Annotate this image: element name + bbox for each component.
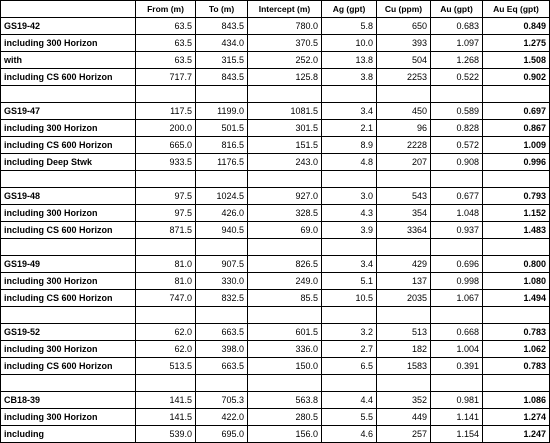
- column-header: Au Eq (gpt): [483, 1, 550, 18]
- spacer-row: [1, 307, 550, 324]
- au-eq-cell: 0.867: [483, 120, 550, 137]
- value-cell: 4.8: [322, 154, 377, 171]
- value-cell: 85.5: [248, 290, 322, 307]
- column-header: Cu (ppm): [377, 1, 431, 18]
- spacer-row: [1, 375, 550, 392]
- value-cell: 3.0: [322, 188, 377, 205]
- value-cell: 96: [377, 120, 431, 137]
- hole-label-cell: including: [1, 426, 136, 443]
- value-cell: 63.5: [136, 18, 196, 35]
- table-row: [1, 120, 550, 137]
- value-cell: 1199.0: [196, 103, 248, 120]
- value-cell: 0.572: [431, 137, 483, 154]
- value-cell: 4.3: [322, 205, 377, 222]
- empty-cell: [483, 86, 550, 103]
- value-cell: 137: [377, 273, 431, 290]
- value-cell: 3.2: [322, 324, 377, 341]
- value-cell: 141.5: [136, 392, 196, 409]
- value-cell: 5.5: [322, 409, 377, 426]
- value-cell: 2253: [377, 69, 431, 86]
- value-cell: 117.5: [136, 103, 196, 120]
- value-cell: 5.8: [322, 18, 377, 35]
- value-cell: 97.5: [136, 205, 196, 222]
- value-cell: 2.7: [322, 341, 377, 358]
- value-cell: 0.683: [431, 18, 483, 35]
- value-cell: 6.5: [322, 358, 377, 375]
- value-cell: 352: [377, 392, 431, 409]
- empty-cell: [322, 375, 377, 392]
- empty-cell: [136, 239, 196, 256]
- au-eq-cell: 1.494: [483, 290, 550, 307]
- value-cell: 4.4: [322, 392, 377, 409]
- value-cell: 601.5: [248, 324, 322, 341]
- value-cell: 705.3: [196, 392, 248, 409]
- value-cell: 0.937: [431, 222, 483, 239]
- hole-label-cell: including CS 600 Horizon: [1, 222, 136, 239]
- empty-cell: [431, 307, 483, 324]
- value-cell: 328.5: [248, 205, 322, 222]
- value-cell: 563.8: [248, 392, 322, 409]
- value-cell: 10.5: [322, 290, 377, 307]
- empty-cell: [322, 307, 377, 324]
- empty-cell: [377, 375, 431, 392]
- au-eq-cell: 1.080: [483, 273, 550, 290]
- value-cell: 252.0: [248, 52, 322, 69]
- hole-label-cell: including CS 600 Horizon: [1, 137, 136, 154]
- value-cell: 543: [377, 188, 431, 205]
- value-cell: 97.5: [136, 188, 196, 205]
- hole-label-cell: GS19-42: [1, 18, 136, 35]
- empty-cell: [431, 86, 483, 103]
- table-row: [1, 341, 550, 358]
- value-cell: 0.908: [431, 154, 483, 171]
- value-cell: 0.589: [431, 103, 483, 120]
- hole-label-cell: including 300 Horizon: [1, 120, 136, 137]
- hole-label-cell: including 300 Horizon: [1, 273, 136, 290]
- au-eq-cell: 1.152: [483, 205, 550, 222]
- au-eq-cell: 0.849: [483, 18, 550, 35]
- value-cell: 4.6: [322, 426, 377, 443]
- au-eq-cell: 1.009: [483, 137, 550, 154]
- au-eq-cell: 1.086: [483, 392, 550, 409]
- value-cell: 0.828: [431, 120, 483, 137]
- hole-label-cell: including 300 Horizon: [1, 35, 136, 52]
- header-row: [1, 1, 550, 18]
- empty-cell: [483, 375, 550, 392]
- value-cell: 393: [377, 35, 431, 52]
- value-cell: 315.5: [196, 52, 248, 69]
- value-cell: 330.0: [196, 273, 248, 290]
- value-cell: 249.0: [248, 273, 322, 290]
- value-cell: 933.5: [136, 154, 196, 171]
- au-eq-cell: 1.508: [483, 52, 550, 69]
- value-cell: 0.696: [431, 256, 483, 273]
- value-cell: 663.5: [196, 324, 248, 341]
- value-cell: 927.0: [248, 188, 322, 205]
- value-cell: 69.0: [248, 222, 322, 239]
- value-cell: 1.048: [431, 205, 483, 222]
- empty-cell: [483, 171, 550, 188]
- table-row: [1, 256, 550, 273]
- value-cell: 3.4: [322, 103, 377, 120]
- empty-cell: [431, 171, 483, 188]
- value-cell: 1.097: [431, 35, 483, 52]
- hole-label-cell: including CS 600 Horizon: [1, 358, 136, 375]
- empty-cell: [136, 171, 196, 188]
- value-cell: 843.5: [196, 69, 248, 86]
- column-header: From (m): [136, 1, 196, 18]
- table-row: [1, 154, 550, 171]
- table-row: [1, 392, 550, 409]
- value-cell: 301.5: [248, 120, 322, 137]
- hole-label-cell: GS19-49: [1, 256, 136, 273]
- value-cell: 501.5: [196, 120, 248, 137]
- empty-cell: [1, 375, 136, 392]
- empty-cell: [431, 239, 483, 256]
- au-eq-cell: 0.800: [483, 256, 550, 273]
- value-cell: 1024.5: [196, 188, 248, 205]
- value-cell: 3364: [377, 222, 431, 239]
- table-row: [1, 18, 550, 35]
- empty-cell: [248, 239, 322, 256]
- value-cell: 0.677: [431, 188, 483, 205]
- value-cell: 843.5: [196, 18, 248, 35]
- empty-cell: [1, 307, 136, 324]
- value-cell: 257: [377, 426, 431, 443]
- empty-cell: [431, 375, 483, 392]
- table-row: [1, 409, 550, 426]
- value-cell: 2228: [377, 137, 431, 154]
- table-body: [1, 18, 550, 443]
- value-cell: 513.5: [136, 358, 196, 375]
- value-cell: 0.391: [431, 358, 483, 375]
- table-row: [1, 324, 550, 341]
- table-row: [1, 222, 550, 239]
- value-cell: 747.0: [136, 290, 196, 307]
- empty-cell: [322, 86, 377, 103]
- au-eq-cell: 1.275: [483, 35, 550, 52]
- empty-cell: [136, 86, 196, 103]
- empty-cell: [377, 86, 431, 103]
- value-cell: 717.7: [136, 69, 196, 86]
- value-cell: 434.0: [196, 35, 248, 52]
- table-row: [1, 35, 550, 52]
- spacer-row: [1, 239, 550, 256]
- hole-label-cell: GS19-52: [1, 324, 136, 341]
- value-cell: 1.141: [431, 409, 483, 426]
- value-cell: 336.0: [248, 341, 322, 358]
- empty-cell: [377, 307, 431, 324]
- empty-cell: [322, 239, 377, 256]
- empty-cell: [248, 171, 322, 188]
- value-cell: 63.5: [136, 35, 196, 52]
- value-cell: 907.5: [196, 256, 248, 273]
- empty-cell: [322, 171, 377, 188]
- empty-cell: [196, 239, 248, 256]
- value-cell: 81.0: [136, 273, 196, 290]
- value-cell: 695.0: [196, 426, 248, 443]
- column-header: Intercept (m): [248, 1, 322, 18]
- value-cell: 81.0: [136, 256, 196, 273]
- empty-cell: [136, 375, 196, 392]
- value-cell: 2.1: [322, 120, 377, 137]
- value-cell: 429: [377, 256, 431, 273]
- table-row: [1, 52, 550, 69]
- value-cell: 5.1: [322, 273, 377, 290]
- hole-label-cell: GS19-47: [1, 103, 136, 120]
- value-cell: 663.5: [196, 358, 248, 375]
- hole-label-cell: including CS 600 Horizon: [1, 69, 136, 86]
- au-eq-cell: 1.483: [483, 222, 550, 239]
- value-cell: 280.5: [248, 409, 322, 426]
- value-cell: 816.5: [196, 137, 248, 154]
- value-cell: 780.0: [248, 18, 322, 35]
- value-cell: 449: [377, 409, 431, 426]
- au-eq-cell: 1.274: [483, 409, 550, 426]
- value-cell: 354: [377, 205, 431, 222]
- value-cell: 3.9: [322, 222, 377, 239]
- value-cell: 665.0: [136, 137, 196, 154]
- empty-cell: [196, 171, 248, 188]
- value-cell: 200.0: [136, 120, 196, 137]
- hole-label-cell: GS19-48: [1, 188, 136, 205]
- value-cell: 150.0: [248, 358, 322, 375]
- column-header: To (m): [196, 1, 248, 18]
- value-cell: 13.8: [322, 52, 377, 69]
- empty-cell: [483, 239, 550, 256]
- au-eq-cell: 0.996: [483, 154, 550, 171]
- value-cell: 1.154: [431, 426, 483, 443]
- value-cell: 3.4: [322, 256, 377, 273]
- table-row: [1, 188, 550, 205]
- spacer-row: [1, 86, 550, 103]
- empty-cell: [1, 239, 136, 256]
- value-cell: 539.0: [136, 426, 196, 443]
- value-cell: 398.0: [196, 341, 248, 358]
- value-cell: 1.268: [431, 52, 483, 69]
- table-row: [1, 69, 550, 86]
- value-cell: 63.5: [136, 52, 196, 69]
- column-header: Au (gpt): [431, 1, 483, 18]
- table-row: [1, 205, 550, 222]
- empty-cell: [248, 375, 322, 392]
- table-row: [1, 358, 550, 375]
- empty-cell: [377, 239, 431, 256]
- value-cell: 207: [377, 154, 431, 171]
- value-cell: 8.9: [322, 137, 377, 154]
- value-cell: 650: [377, 18, 431, 35]
- value-cell: 156.0: [248, 426, 322, 443]
- au-eq-cell: 1.062: [483, 341, 550, 358]
- empty-cell: [1, 171, 136, 188]
- au-eq-cell: 1.247: [483, 426, 550, 443]
- value-cell: 1583: [377, 358, 431, 375]
- empty-cell: [196, 375, 248, 392]
- value-cell: 1.067: [431, 290, 483, 307]
- hole-label-cell: including Deep Stwk: [1, 154, 136, 171]
- empty-cell: [1, 86, 136, 103]
- value-cell: 151.5: [248, 137, 322, 154]
- value-cell: 62.0: [136, 324, 196, 341]
- hole-label-cell: including CS 600 Horizon: [1, 290, 136, 307]
- value-cell: 832.5: [196, 290, 248, 307]
- value-cell: 513: [377, 324, 431, 341]
- empty-cell: [377, 171, 431, 188]
- value-cell: 504: [377, 52, 431, 69]
- hole-label-cell: CB18-39: [1, 392, 136, 409]
- column-header: Ag (gpt): [322, 1, 377, 18]
- value-cell: 0.668: [431, 324, 483, 341]
- empty-cell: [196, 86, 248, 103]
- value-cell: 450: [377, 103, 431, 120]
- au-eq-cell: 0.697: [483, 103, 550, 120]
- value-cell: 243.0: [248, 154, 322, 171]
- value-cell: 62.0: [136, 341, 196, 358]
- hole-label-cell: including 300 Horizon: [1, 409, 136, 426]
- value-cell: 1081.5: [248, 103, 322, 120]
- value-cell: 182: [377, 341, 431, 358]
- empty-cell: [248, 307, 322, 324]
- empty-cell: [248, 86, 322, 103]
- value-cell: 125.8: [248, 69, 322, 86]
- hole-label-cell: including 300 Horizon: [1, 205, 136, 222]
- value-cell: 10.0: [322, 35, 377, 52]
- value-cell: 422.0: [196, 409, 248, 426]
- value-cell: 826.5: [248, 256, 322, 273]
- table-row: [1, 426, 550, 443]
- value-cell: 141.5: [136, 409, 196, 426]
- value-cell: 940.5: [196, 222, 248, 239]
- au-eq-cell: 0.902: [483, 69, 550, 86]
- table-row: [1, 103, 550, 120]
- value-cell: 2035: [377, 290, 431, 307]
- column-header: [1, 1, 136, 18]
- value-cell: 871.5: [136, 222, 196, 239]
- hole-label-cell: including 300 Horizon: [1, 341, 136, 358]
- value-cell: 1.004: [431, 341, 483, 358]
- au-eq-cell: 0.783: [483, 324, 550, 341]
- hole-label-cell: with: [1, 52, 136, 69]
- au-eq-cell: 0.783: [483, 358, 550, 375]
- spacer-row: [1, 171, 550, 188]
- au-eq-cell: 0.793: [483, 188, 550, 205]
- table-row: [1, 137, 550, 154]
- value-cell: 3.8: [322, 69, 377, 86]
- empty-cell: [483, 307, 550, 324]
- value-cell: 0.522: [431, 69, 483, 86]
- table-row: [1, 273, 550, 290]
- table-row: [1, 290, 550, 307]
- value-cell: 0.981: [431, 392, 483, 409]
- empty-cell: [196, 307, 248, 324]
- value-cell: 1176.5: [196, 154, 248, 171]
- empty-cell: [136, 307, 196, 324]
- value-cell: 370.5: [248, 35, 322, 52]
- value-cell: 0.998: [431, 273, 483, 290]
- value-cell: 426.0: [196, 205, 248, 222]
